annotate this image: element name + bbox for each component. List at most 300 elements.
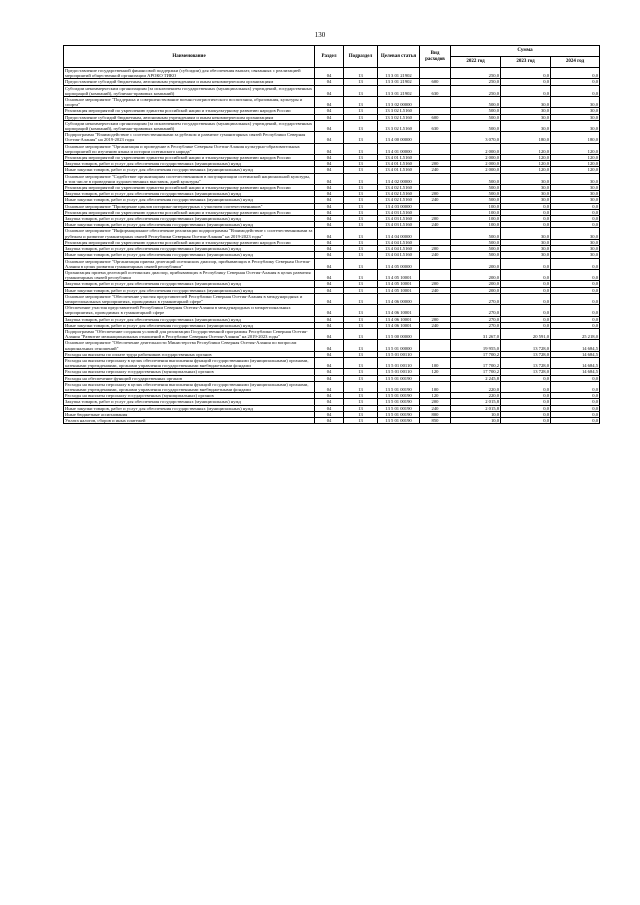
table-row <box>64 269 600 280</box>
row-section: 04 <box>315 97 344 108</box>
row-amount-2024: 120,0 <box>551 143 600 154</box>
row-kind: 200 <box>420 216 451 222</box>
row-amount-2024: 120,0 <box>551 161 600 167</box>
row-amount-2023: 0,0 <box>501 85 551 96</box>
row-subsection: 13 <box>344 252 378 258</box>
row-amount-2024: 0,0 <box>551 281 600 287</box>
row-name: Иные закупки товаров, работ и услуг для обеспечения государственных (муниципальных) нужд <box>64 222 315 228</box>
row-subsection: 13 <box>344 258 378 269</box>
row-amount-2022: 500,0 <box>451 239 501 245</box>
row-name: Реализация мероприятий по укреплению единства российской нации и этнокультурному развитию народов России <box>64 209 315 215</box>
row-kind: 100 <box>420 357 451 368</box>
row-amount-2022: 2 015,8 <box>451 399 501 405</box>
table-row <box>64 293 600 304</box>
row-amount-2024: 14 684,5 <box>551 369 600 375</box>
row-target: 13 5 01 00190 <box>378 381 420 392</box>
row-amount-2022: 250,0 <box>451 68 501 79</box>
row-name: Закупка товаров, работ и услуг для обеспечения государственных (муниципальных) нужд <box>64 216 315 222</box>
row-target: 13 4 03 L5160 <box>378 222 420 228</box>
row-amount-2022: 2 000,0 <box>451 167 501 173</box>
row-amount-2023: 20 591,0 <box>501 328 551 339</box>
row-name: Основное мероприятие "Обеспечение деятельности Министерства Республики Северная Осетия-Алания по вопросам национальных отношений" <box>64 340 315 351</box>
row-amount-2024: 0,0 <box>551 375 600 381</box>
row-amount-2022: 2 000,0 <box>451 143 501 154</box>
row-kind <box>420 305 451 316</box>
row-amount-2023: 0,0 <box>501 209 551 215</box>
row-target: 13 3 01 21902 <box>378 85 420 96</box>
row-section: 04 <box>315 132 344 143</box>
row-kind: 850 <box>420 417 451 423</box>
row-amount-2022: 250,0 <box>451 79 501 85</box>
row-section: 04 <box>315 155 344 161</box>
row-name: Иные закупки товаров, работ и услуг для обеспечения государственных (муниципальных) нужд <box>64 322 315 328</box>
row-subsection: 13 <box>344 114 378 120</box>
header-year-2023: 2023 год <box>501 57 551 68</box>
row-amount-2022: 200,0 <box>451 287 501 293</box>
row-amount-2022: 500,0 <box>451 114 501 120</box>
row-section: 04 <box>315 305 344 316</box>
row-kind: 600 <box>420 114 451 120</box>
row-target: 13 3 01 21902 <box>378 79 420 85</box>
row-section: 04 <box>315 191 344 197</box>
row-target: 13 3 01 21902 <box>378 68 420 79</box>
row-subsection: 13 <box>344 228 378 239</box>
row-kind: 120 <box>420 393 451 399</box>
row-amount-2022: 200,0 <box>451 281 501 287</box>
row-subsection: 13 <box>344 369 378 375</box>
row-amount-2022: 270,0 <box>451 322 501 328</box>
row-amount-2022: 200,0 <box>451 258 501 269</box>
row-section: 04 <box>315 393 344 399</box>
row-target: 13 5 01 00190 <box>378 417 420 423</box>
row-kind: 200 <box>420 246 451 252</box>
row-target: 13 3 02 00000 <box>378 97 420 108</box>
row-subsection: 13 <box>344 161 378 167</box>
row-amount-2023: 0,0 <box>501 203 551 209</box>
row-subsection: 13 <box>344 281 378 287</box>
row-subsection: 13 <box>344 132 378 143</box>
row-section: 04 <box>315 316 344 322</box>
row-amount-2023: 30,0 <box>501 120 551 131</box>
row-amount-2024: 0,0 <box>551 405 600 411</box>
row-target: 13 4 05 10001 <box>378 287 420 293</box>
row-amount-2022: 500,0 <box>451 197 501 203</box>
row-name: Основное мероприятие "Содействие организациям соотечественников в популяризации осетинской национальной культуры, в том числе в проведении художественных выставок, дней культуры" <box>64 173 315 184</box>
header-year-2022: 2022 год <box>451 57 501 68</box>
row-kind: 240 <box>420 322 451 328</box>
row-kind: 600 <box>420 79 451 85</box>
table-row <box>64 120 600 131</box>
row-amount-2023: 0,0 <box>501 281 551 287</box>
row-subsection: 13 <box>344 203 378 209</box>
row-subsection: 13 <box>344 197 378 203</box>
row-name: Предоставление государственной финансовой поддержки (субсидии) для обеспечения выплат, связанных с реализацией мероприятий общественной организации АРОКО ТИКО <box>64 68 315 79</box>
row-amount-2024: 0,0 <box>551 216 600 222</box>
row-kind: 630 <box>420 85 451 96</box>
row-amount-2023: 30,0 <box>501 191 551 197</box>
table-row <box>64 357 600 368</box>
row-target: 13 4 05 00000 <box>378 258 420 269</box>
row-section: 04 <box>315 120 344 131</box>
row-section: 04 <box>315 228 344 239</box>
row-section: 04 <box>315 85 344 96</box>
row-amount-2022: 31 267,0 <box>451 328 501 339</box>
row-amount-2024: 0,0 <box>551 322 600 328</box>
table-row <box>64 143 600 154</box>
row-kind: 630 <box>420 120 451 131</box>
row-target: 13 4 02 00000 <box>378 173 420 184</box>
row-section: 04 <box>315 79 344 85</box>
row-amount-2024: 0,0 <box>551 269 600 280</box>
row-name: Иные закупки товаров, работ и услуг для обеспечения государственных (муниципальных) нужд <box>64 167 315 173</box>
row-subsection: 13 <box>344 173 378 184</box>
row-section: 04 <box>315 68 344 79</box>
row-subsection: 13 <box>344 155 378 161</box>
row-subsection: 13 <box>344 246 378 252</box>
row-section: 04 <box>315 411 344 417</box>
row-kind: 240 <box>420 287 451 293</box>
row-section: 04 <box>315 252 344 258</box>
row-amount-2023: 30,0 <box>501 228 551 239</box>
row-amount-2022: 100,0 <box>451 216 501 222</box>
row-section: 04 <box>315 417 344 423</box>
row-amount-2022: 500,0 <box>451 191 501 197</box>
row-kind: 200 <box>420 316 451 322</box>
header-subsection: Подраздел <box>344 46 378 68</box>
row-section: 04 <box>315 203 344 209</box>
row-target: 13 5 01 00000 <box>378 340 420 351</box>
row-kind <box>420 258 451 269</box>
row-section: 04 <box>315 114 344 120</box>
row-amount-2024: 14 684,5 <box>551 357 600 368</box>
row-section: 04 <box>315 322 344 328</box>
row-amount-2024: 0,0 <box>551 305 600 316</box>
row-amount-2023: 0,0 <box>501 399 551 405</box>
row-kind: 240 <box>420 252 451 258</box>
row-amount-2022: 17 700,2 <box>451 351 501 357</box>
row-target: 13 3 02 L5160 <box>378 108 420 114</box>
row-target: 13 4 01 L5160 <box>378 161 420 167</box>
row-subsection: 13 <box>344 85 378 96</box>
row-subsection: 13 <box>344 209 378 215</box>
row-target: 13 4 02 L5160 <box>378 191 420 197</box>
row-subsection: 13 <box>344 375 378 381</box>
row-subsection: 13 <box>344 239 378 245</box>
row-name: Иные закупки товаров, работ и услуг для обеспечения государственных (муниципальных) нужд <box>64 405 315 411</box>
row-amount-2022: 10,0 <box>451 411 501 417</box>
row-section: 04 <box>315 185 344 191</box>
row-amount-2023: 0,0 <box>501 322 551 328</box>
row-target: 13 5 01 00190 <box>378 375 420 381</box>
row-target: 13 5 01 00190 <box>378 393 420 399</box>
row-subsection: 13 <box>344 79 378 85</box>
row-name: Организация приема делегаций осетинских диаспор, прибывающих в Республику Северная Осетия-Алания в целях развития гуманитарных связей республики <box>64 269 315 280</box>
row-amount-2023: 0,0 <box>501 293 551 304</box>
row-subsection: 13 <box>344 340 378 351</box>
row-amount-2023: 0,0 <box>501 316 551 322</box>
row-subsection: 13 <box>344 405 378 411</box>
row-section: 04 <box>315 351 344 357</box>
row-name: Реализация мероприятий по укреплению единства российской нации и этнокультурному развитию народов России <box>64 239 315 245</box>
row-amount-2024: 30,0 <box>551 114 600 120</box>
header-kind: Вид расходов <box>420 46 451 68</box>
row-amount-2023: 0,0 <box>501 79 551 85</box>
row-name: Расходы на выплаты персоналу государственных (муниципальных) органов <box>64 369 315 375</box>
row-amount-2023: 0,0 <box>501 417 551 423</box>
row-target: 13 5 01 00190 <box>378 399 420 405</box>
row-amount-2022: 2 245,8 <box>451 375 501 381</box>
row-amount-2024: 180,0 <box>551 132 600 143</box>
header-target: Целевая статья <box>378 46 420 68</box>
row-amount-2023: 0,0 <box>501 258 551 269</box>
row-amount-2022: 19 955,0 <box>451 340 501 351</box>
row-amount-2022: 500,0 <box>451 173 501 184</box>
row-amount-2024: 30,0 <box>551 97 600 108</box>
table-row <box>64 132 600 143</box>
row-target: 13 5 01 00190 <box>378 405 420 411</box>
row-amount-2023: 30,0 <box>501 108 551 114</box>
row-subsection: 13 <box>344 185 378 191</box>
row-target: 13 4 01 L5160 <box>378 167 420 173</box>
row-kind: 100 <box>420 381 451 392</box>
row-section: 04 <box>315 357 344 368</box>
row-name: Реализация мероприятий по укреплению единства российской нации и этнокультурному развитию народов России <box>64 155 315 161</box>
row-subsection: 13 <box>344 167 378 173</box>
row-amount-2022: 100,0 <box>451 209 501 215</box>
row-target: 13 3 02 L5160 <box>378 120 420 131</box>
row-amount-2023: 13 728,0 <box>501 357 551 368</box>
row-name: Обеспечение участия представителей Республики Северная Осетия-Алания в международных и межрегиональных мероприятиях, проводимых в гуманитарной сфере <box>64 305 315 316</box>
row-amount-2023: 0,0 <box>501 269 551 280</box>
row-section: 04 <box>315 167 344 173</box>
row-amount-2022: 500,0 <box>451 228 501 239</box>
row-subsection: 13 <box>344 97 378 108</box>
row-subsection: 13 <box>344 381 378 392</box>
page-number: 130 <box>314 31 326 39</box>
row-name: Иные бюджетные ассигнования <box>64 411 315 417</box>
row-name: Основное мероприятие "Информационное обеспечение реализации подпрограммы "Взаимодействие с соотечественниками за рубежом и развитие гуманитарных связей Республики Северная Осетия-Алания" на 2019-2023 годы" <box>64 228 315 239</box>
row-amount-2023: 13 728,0 <box>501 351 551 357</box>
budget-table <box>63 45 600 424</box>
row-amount-2024: 0,0 <box>551 293 600 304</box>
row-section: 04 <box>315 369 344 375</box>
row-subsection: 13 <box>344 216 378 222</box>
row-name: Предоставление субсидий бюджетным, автономным учреждениям и иным некоммерческим организациям <box>64 79 315 85</box>
row-section: 04 <box>315 381 344 392</box>
row-target: 13 4 06 10001 <box>378 305 420 316</box>
row-kind <box>420 228 451 239</box>
row-amount-2024: 0,0 <box>551 381 600 392</box>
row-amount-2024: 0,0 <box>551 203 600 209</box>
row-amount-2023: 0,0 <box>501 305 551 316</box>
row-subsection: 13 <box>344 293 378 304</box>
row-kind: 240 <box>420 405 451 411</box>
row-amount-2024: 120,0 <box>551 167 600 173</box>
row-target: 13 4 05 10001 <box>378 269 420 280</box>
row-target: 13 5 01 00110 <box>378 357 420 368</box>
row-section: 04 <box>315 222 344 228</box>
row-name: Расходы на обеспечение функций государственных органов <box>64 375 315 381</box>
row-name: Расходы на выплаты по оплате труда работников государственных органов <box>64 351 315 357</box>
row-amount-2023: 120,0 <box>501 143 551 154</box>
row-amount-2024: 0,0 <box>551 222 600 228</box>
row-amount-2024: 0,0 <box>551 209 600 215</box>
row-amount-2022: 500,0 <box>451 185 501 191</box>
row-amount-2022: 200,0 <box>451 269 501 280</box>
row-amount-2023: 30,0 <box>501 252 551 258</box>
row-name: Закупка товаров, работ и услуг для обеспечения государственных (муниципальных) нужд <box>64 316 315 322</box>
row-subsection: 13 <box>344 191 378 197</box>
row-amount-2023: 13 728,0 <box>501 340 551 351</box>
table-row <box>64 340 600 351</box>
row-amount-2024: 30,0 <box>551 120 600 131</box>
row-amount-2024: 0,0 <box>551 258 600 269</box>
row-subsection: 13 <box>344 411 378 417</box>
row-subsection: 13 <box>344 287 378 293</box>
table-row <box>64 68 600 79</box>
row-name: Закупка товаров, работ и услуг для обеспечения государственных (муниципальных) нужд <box>64 191 315 197</box>
row-section: 04 <box>315 399 344 405</box>
row-name: Основное мероприятие "Обеспечение участия представителей Республики Северная Осетия-Алания в международных и межрегиональных мероприятиях, проводимых в гуманитарной сфере" <box>64 293 315 304</box>
row-target: 13 4 02 L5160 <box>378 197 420 203</box>
row-amount-2022: 500,0 <box>451 108 501 114</box>
row-amount-2023: 120,0 <box>501 161 551 167</box>
row-amount-2024: 0,0 <box>551 85 600 96</box>
table-row <box>64 381 600 392</box>
row-amount-2022: 500,0 <box>451 120 501 131</box>
row-subsection: 13 <box>344 351 378 357</box>
row-kind <box>420 97 451 108</box>
row-amount-2024: 120,0 <box>551 155 600 161</box>
row-amount-2022: 3 070,0 <box>451 132 501 143</box>
row-kind: 800 <box>420 411 451 417</box>
row-amount-2022: 500,0 <box>451 97 501 108</box>
row-kind <box>420 143 451 154</box>
row-target: 13 5 01 00110 <box>378 369 420 375</box>
table-row <box>64 97 600 108</box>
row-amount-2023: 0,0 <box>501 375 551 381</box>
row-amount-2023: 0,0 <box>501 405 551 411</box>
row-amount-2024: 30,0 <box>551 197 600 203</box>
row-amount-2024: 30,0 <box>551 228 600 239</box>
row-target: 13 4 04 L5160 <box>378 252 420 258</box>
row-section: 04 <box>315 108 344 114</box>
row-subsection: 13 <box>344 108 378 114</box>
row-amount-2024: 30,0 <box>551 173 600 184</box>
row-amount-2022: 500,0 <box>451 246 501 252</box>
row-amount-2023: 0,0 <box>501 287 551 293</box>
row-amount-2022: 10,0 <box>451 417 501 423</box>
row-section: 04 <box>315 161 344 167</box>
row-subsection: 13 <box>344 357 378 368</box>
row-name: Расходы на выплаты персоналу в целях обеспечения выполнения функций государственными (муниципальными) органами, казенными учреждениями, органами управления государственными внебюджетными фондами <box>64 381 315 392</box>
header-name: Наименование <box>64 46 315 68</box>
row-kind: 240 <box>420 197 451 203</box>
row-amount-2023: 13 728,0 <box>501 369 551 375</box>
row-target: 13 4 02 L5160 <box>378 185 420 191</box>
table-row <box>64 305 600 316</box>
row-section: 04 <box>315 173 344 184</box>
row-amount-2023: 0,0 <box>501 222 551 228</box>
row-amount-2024: 0,0 <box>551 411 600 417</box>
row-amount-2023: 180,0 <box>501 132 551 143</box>
table-row <box>64 328 600 339</box>
row-amount-2023: 0,0 <box>501 411 551 417</box>
row-subsection: 13 <box>344 269 378 280</box>
row-kind <box>420 173 451 184</box>
row-kind <box>420 132 451 143</box>
row-name: Предоставление субсидий бюджетным, автономным учреждениям и иным некоммерческим организациям <box>64 114 315 120</box>
row-kind: 200 <box>420 161 451 167</box>
row-target: 13 4 04 L5160 <box>378 246 420 252</box>
row-amount-2024: 0,0 <box>551 79 600 85</box>
row-kind: 240 <box>420 167 451 173</box>
row-target: 13 4 01 00000 <box>378 143 420 154</box>
row-amount-2024: 14 684,5 <box>551 351 600 357</box>
row-name: Иные закупки товаров, работ и услуг для обеспечения государственных (муниципальных) нужд <box>64 197 315 203</box>
row-amount-2022: 220,0 <box>451 381 501 392</box>
row-amount-2024: 0,0 <box>551 316 600 322</box>
row-section: 04 <box>315 281 344 287</box>
row-amount-2024: 0,0 <box>551 68 600 79</box>
table-row <box>64 85 600 96</box>
row-kind: 120 <box>420 369 451 375</box>
row-name: Уплата налогов, сборов и иных платежей <box>64 417 315 423</box>
row-subsection: 13 <box>344 68 378 79</box>
row-name: Закупка товаров, работ и услуг для обеспечения государственных (муниципальных) нужд <box>64 161 315 167</box>
row-target: 13 5 01 00190 <box>378 411 420 417</box>
row-amount-2022: 2 000,0 <box>451 155 501 161</box>
row-amount-2023: 30,0 <box>501 173 551 184</box>
row-target: 13 4 06 10001 <box>378 316 420 322</box>
row-amount-2022: 100,0 <box>451 222 501 228</box>
row-subsection: 13 <box>344 305 378 316</box>
row-subsection: 13 <box>344 143 378 154</box>
row-subsection: 13 <box>344 222 378 228</box>
row-name: Расходы на выплаты персоналу в целях обеспечения выполнения функций государственными (муниципальными) органами, казенными учреждениями, органами управления государственными внебюджетными фондами <box>64 357 315 368</box>
row-name: Реализация мероприятий по укреплению единства российской нации и этнокультурному развитию народов России <box>64 108 315 114</box>
row-name: Реализация мероприятий по укреплению единства российской нации и этнокультурному развитию народов России <box>64 185 315 191</box>
row-name: Расходы на выплаты персоналу государственных (муниципальных) органов <box>64 393 315 399</box>
row-name: Основное мероприятие "Организация и проведение в Республике Северная Осетия-Алания культурно-образовательных мероприятий по изучению языка и истории осетинского народа" <box>64 143 315 154</box>
row-subsection: 13 <box>344 328 378 339</box>
row-amount-2024: 30,0 <box>551 191 600 197</box>
row-section: 04 <box>315 340 344 351</box>
row-target: 13 3 02 L5160 <box>378 114 420 120</box>
row-target: 13 4 04 00000 <box>378 228 420 239</box>
row-section: 04 <box>315 197 344 203</box>
row-amount-2023: 30,0 <box>501 197 551 203</box>
row-subsection: 13 <box>344 120 378 131</box>
row-name: Иные закупки товаров, работ и услуг для обеспечения государственных (муниципальных) нужд <box>64 252 315 258</box>
row-amount-2022: 270,0 <box>451 305 501 316</box>
row-kind: 200 <box>420 281 451 287</box>
row-section: 04 <box>315 246 344 252</box>
row-amount-2022: 100,0 <box>451 203 501 209</box>
row-kind <box>420 68 451 79</box>
row-amount-2023: 0,0 <box>501 216 551 222</box>
row-amount-2024: 25 218,0 <box>551 328 600 339</box>
row-name: Субсидии некоммерческим организациям (за исключением государственных (муниципальных) учреждений, государственных корпораций (компаний), публично-правовых компаний) <box>64 85 315 96</box>
row-name: Закупка товаров, работ и услуг для обеспечения государственных (муниципальных) нужд <box>64 281 315 287</box>
row-amount-2023: 30,0 <box>501 239 551 245</box>
row-amount-2024: 0,0 <box>551 393 600 399</box>
row-amount-2023: 0,0 <box>501 68 551 79</box>
row-section: 04 <box>315 258 344 269</box>
row-section: 04 <box>315 216 344 222</box>
header-year-2024: 2024 год <box>551 57 600 68</box>
row-section: 04 <box>315 328 344 339</box>
